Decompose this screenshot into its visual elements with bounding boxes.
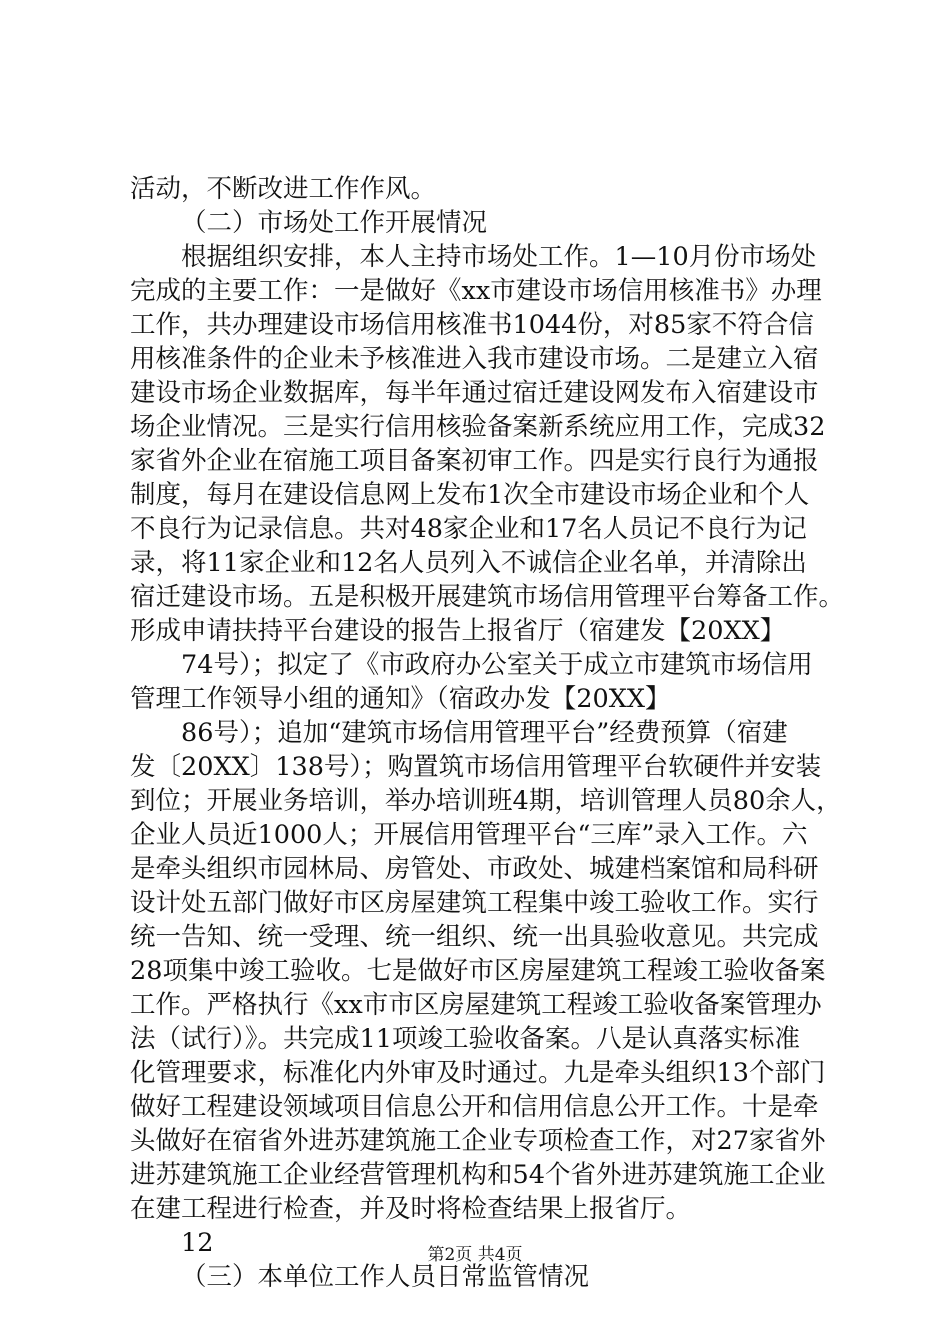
text-line: 头做好在宿省外进苏建筑施工企业专项检查工作，对27家省外 — [130, 1126, 826, 1156]
text-line: 化管理要求，标准化内外审及时通过。九是牵头组织13个部门 — [130, 1058, 826, 1088]
text-line: 74号）；拟定了《市政府办公室关于成立市建筑市场信用 — [181, 650, 813, 680]
text-line: 建设市场企业数据库，每半年通过宿迁建设网发布入宿建设市 — [130, 378, 819, 408]
text-line: （三）本单位工作人员日常监管情况 — [181, 1262, 590, 1292]
text-line: 制度，每月在建设信息网上发布1次全市建设市场企业和个人 — [130, 480, 810, 510]
text-line: 统一告知、统一受理、统一组织、统一出具验收意见。共完成 — [130, 922, 819, 952]
text-line: 活动，不断改进工作作风。 — [130, 174, 437, 204]
text-line: 86号）；追加“建筑市场信用管理平台”经费预算（宿建 — [181, 718, 788, 748]
text-line: 管理工作领导小组的通知》（宿政办发【20XX】 — [130, 684, 671, 714]
text-line: 发〔20XX〕138号）；购置筑市场信用管理平台软硬件并安装 — [130, 752, 822, 782]
text-line: 到位；开展业务培训，举办培训班4期，培训管理人员80余人， — [130, 786, 842, 816]
text-line: 28项集中竣工验收。七是做好市区房屋建筑工程竣工验收备案 — [130, 956, 826, 986]
text-line: 家省外企业在宿施工项目备案初审工作。四是实行良行为通报 — [130, 446, 819, 476]
text-line: 用核准条件的企业未予核准进入我市建设市场。二是建立入宿 — [130, 344, 819, 374]
text-line: 宿迁建设市场。五是积极开展建筑市场信用管理平台筹备工作。 — [130, 582, 845, 612]
text-line: 录，将11家企业和12名人员列入不诚信企业名单，并清除出 — [130, 548, 807, 578]
text-line: 设计处五部门做好市区房屋建筑工程集中竣工验收工作。实行 — [130, 888, 819, 918]
text-line: 做好工程建设领域项目信息公开和信用信息公开工作。十是牵 — [130, 1092, 819, 1122]
text-line: 工作，共办理建设市场信用核准书1044份，对85家不符合信 — [130, 310, 814, 340]
text-line: 12 — [181, 1228, 214, 1258]
text-line: 法（试行）》。共完成11项竣工验收备案。八是认真落实标准 — [130, 1024, 800, 1054]
text-line: 根据组织安排，本人主持市场处工作。1—10月份市场处 — [181, 242, 817, 272]
document-body — [130, 172, 845, 1294]
text-line: 企业人员近1000人；开展信用管理平台“三库”录入工作。六 — [130, 820, 808, 850]
text-line: 场企业情况。三是实行信用核验备案新系统应用工作，完成32 — [130, 412, 826, 442]
text-line: （二）市场处工作开展情况 — [181, 208, 488, 238]
text-line: 工作。严格执行《xx市市区房屋建筑工程竣工验收备案管理办 — [130, 990, 822, 1020]
page-footer: 第2页 共4页 — [427, 1245, 523, 1265]
text-line: 形成申请扶持平台建设的报告上报省厅（宿建发【20XX】 — [130, 616, 786, 646]
text-line: 不良行为记录信息。共对48家企业和17名人员记不良行为记 — [130, 514, 807, 544]
text-line: 完成的主要工作：一是做好《xx市建设市场信用核准书》办理 — [130, 276, 822, 306]
text-line: 在建工程进行检查，并及时将检查结果上报省厅。 — [130, 1194, 692, 1224]
text-line: 进苏建筑施工企业经营管理机构和54个省外进苏建筑施工企业 — [130, 1160, 826, 1190]
text-line: 是牵头组织市园林局、房管处、市政处、城建档案馆和局科研 — [130, 854, 819, 884]
